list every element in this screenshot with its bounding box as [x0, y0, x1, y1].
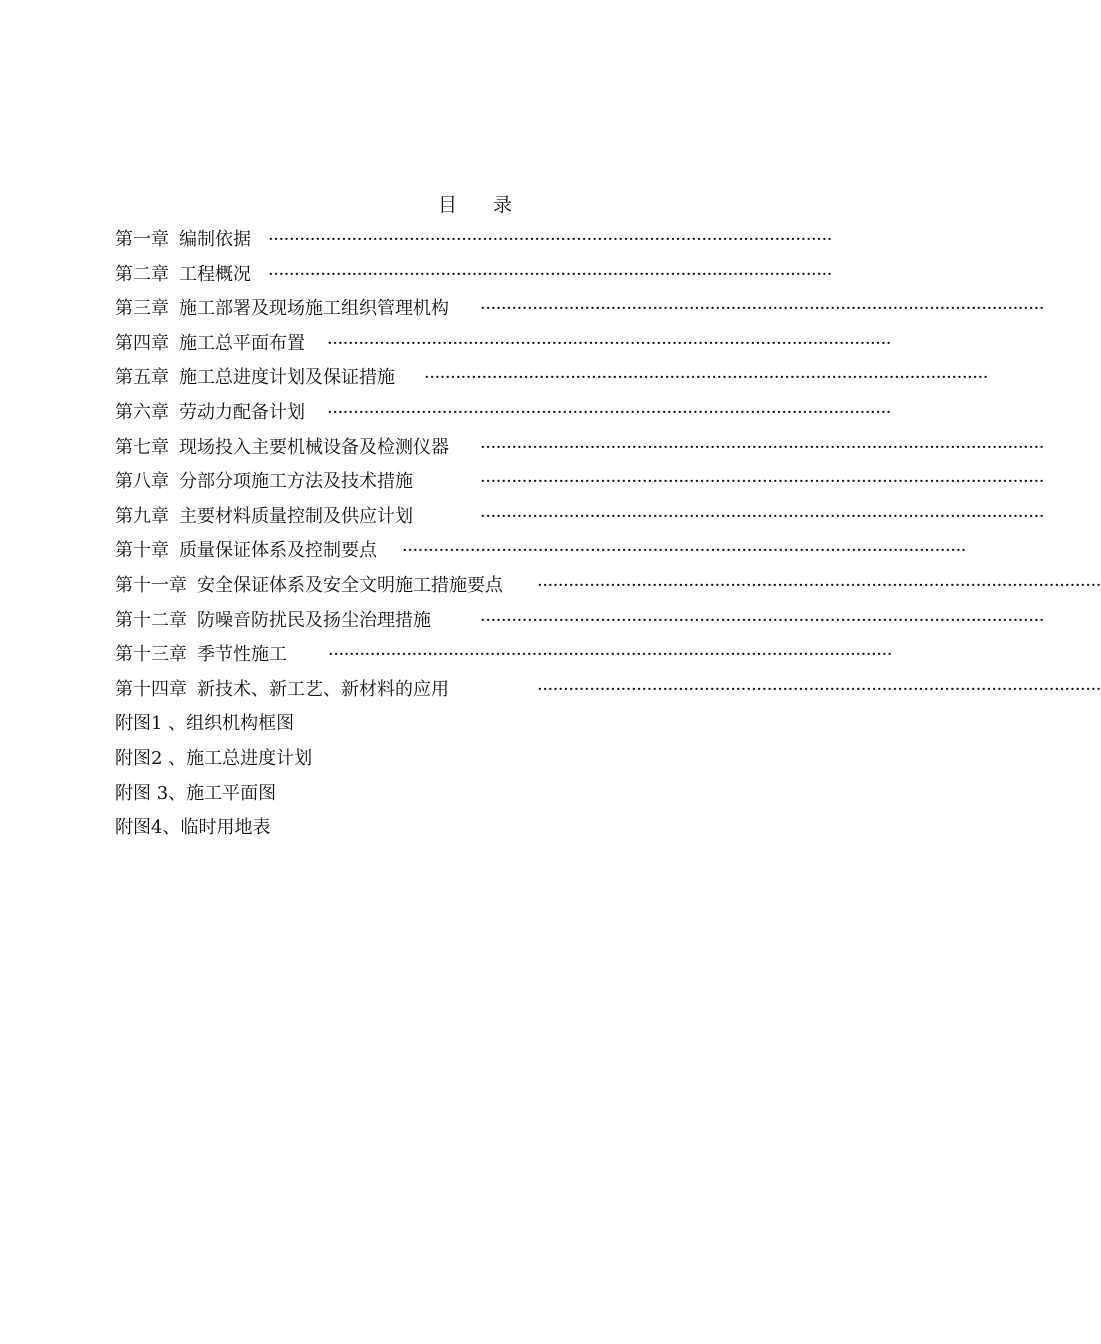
- toc-entry-chapter: 第十章: [115, 540, 169, 562]
- toc-entry: [115, 505, 1044, 540]
- toc-entry-title: 安全保证体系及安全文明施工措施要点: [197, 574, 503, 596]
- toc-entry-chapter: 第一章: [115, 229, 169, 250]
- toc-dot-leader: ············································································································: [328, 644, 892, 666]
- toc-dot-leader: ············································································································: [480, 471, 1044, 493]
- toc-dot-leader: ············································································································: [327, 401, 891, 423]
- toc-appendix-label: 附图1 、组织机构框图: [115, 713, 295, 735]
- toc-entry-title: 施工总平面布置: [179, 332, 305, 354]
- toc-dot-leader: ············································································································: [480, 505, 1044, 527]
- toc-entry-title: 季节性施工: [197, 644, 287, 666]
- toc-entry: [115, 643, 892, 678]
- toc-dot-leader: ············································································································: [268, 263, 832, 285]
- toc-entry-title: 现场投入主要机械设备及检测仪器: [179, 436, 449, 458]
- toc-entry-chapter: 第十四章: [115, 678, 187, 700]
- toc-dot-leader: ············································································································: [424, 367, 988, 389]
- toc-entry-chapter: 第四章: [115, 332, 169, 354]
- table-of-contents: [115, 228, 1101, 851]
- toc-appendix: [115, 747, 670, 782]
- toc-entry-title: 质量保证体系及控制要点: [179, 540, 377, 562]
- toc-entry-title: 编制依据: [179, 229, 251, 250]
- toc-entry-chapter: 第八章: [115, 471, 169, 493]
- toc-appendix: [115, 782, 670, 817]
- toc-entry: [115, 401, 891, 436]
- toc-entry: [115, 470, 1044, 505]
- toc-entry-title: 劳动力配备计划: [179, 401, 305, 423]
- toc-title-right: 录: [493, 194, 513, 216]
- toc-appendix-label: 附图4、临时用地表: [115, 817, 271, 839]
- toc-entry: [115, 678, 1101, 713]
- toc-entry-chapter: 第十三章: [115, 644, 187, 666]
- toc-entry-chapter: 第九章: [115, 505, 169, 527]
- toc-entry: [115, 539, 966, 574]
- toc-appendix: [115, 816, 670, 851]
- toc-entry-chapter: 第五章: [115, 367, 169, 389]
- toc-entry-chapter: 第六章: [115, 401, 169, 423]
- toc-entry-title: 新技术、新工艺、新材料的应用: [197, 678, 449, 700]
- toc-entry-title: 工程概况: [179, 263, 251, 285]
- toc-entry-title: 施工部署及现场施工组织管理机构: [179, 298, 449, 320]
- toc-entry-title: 防噪音防扰民及扬尘治理措施: [197, 609, 431, 631]
- toc-dot-leader: ············································································································: [537, 678, 1101, 700]
- toc-title: [0, 192, 950, 218]
- toc-dot-leader: ············································································································: [327, 332, 891, 354]
- toc-appendix-label: 附图 3、施工平面图: [115, 782, 277, 804]
- toc-entry: [115, 436, 1044, 471]
- toc-entry: [115, 574, 1101, 609]
- toc-entry: [115, 332, 891, 367]
- toc-entry-title: 分部分项施工方法及技术措施: [179, 471, 413, 493]
- toc-entry-chapter: 第十一章: [115, 574, 187, 596]
- toc-dot-leader: ············································································································: [537, 574, 1101, 596]
- toc-entry-title: 主要材料质量控制及供应计划: [179, 505, 413, 527]
- toc-entry: [115, 366, 988, 401]
- toc-entry-chapter: 第三章: [115, 298, 169, 320]
- toc-entry-title: 施工总进度计划及保证措施: [179, 367, 395, 389]
- toc-dot-leader: ············································································································: [402, 540, 966, 562]
- toc-dot-leader: ············································································································: [268, 229, 832, 250]
- toc-title-left: 目: [437, 194, 457, 216]
- toc-appendix: [115, 712, 670, 747]
- toc-entry-chapter: 第十二章: [115, 609, 187, 631]
- toc-entry: [115, 263, 832, 298]
- toc-dot-leader: ············································································································: [480, 298, 1044, 320]
- toc-dot-leader: ············································································································: [480, 609, 1044, 631]
- toc-entry: [115, 228, 832, 263]
- toc-dot-leader: ············································································································: [480, 436, 1044, 458]
- toc-appendix-label: 附图2 、施工总进度计划: [115, 747, 313, 769]
- toc-entry: [115, 297, 1044, 332]
- toc-entry: [115, 609, 1044, 644]
- toc-entry-chapter: 第七章: [115, 436, 169, 458]
- toc-entry-chapter: 第二章: [115, 263, 169, 285]
